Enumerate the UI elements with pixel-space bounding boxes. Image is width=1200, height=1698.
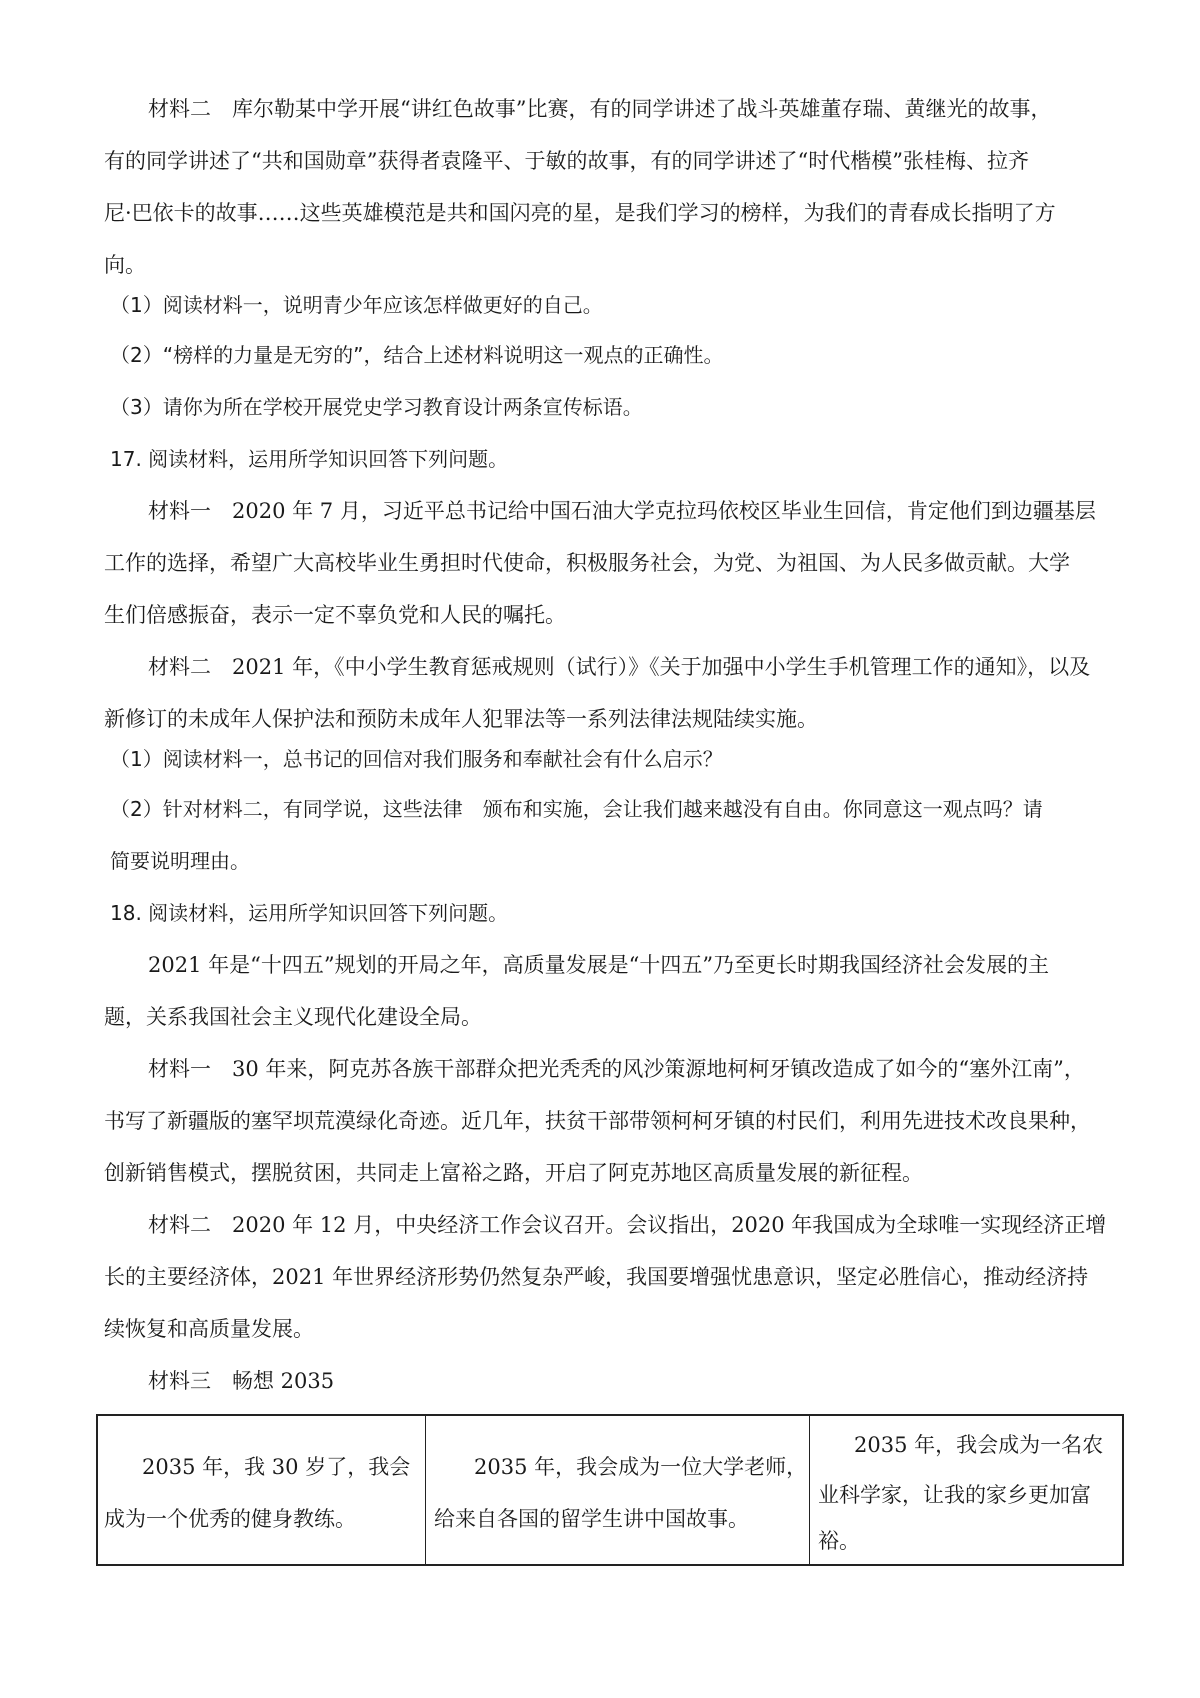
q18-material2-line-1: 材料二 2020 年 12 月，中央经济工作会议召开。会议指出，2020 年我国成为全球唯一实现经济正增 <box>148 1213 1107 1237</box>
q16-material2-line-3: 尼·巴依卡的故事……这些英雄模范是共和国闪亮的星，是我们学习的榜样，为我们的青春成长指明了方 <box>104 201 1056 225</box>
table-cell-3-line-1: 2035 年，我会成为一名农 <box>854 1433 1104 1457</box>
q18-material2-line-3: 续恢复和高质量发展。 <box>104 1317 314 1341</box>
table-cell-1-line-1: 2035 年，我 30 岁了，我会 <box>142 1455 411 1479</box>
q16-material2-line-2: 有的同学讲述了“共和国勋章”获得者袁隆平、于敏的故事，有的同学讲述了“时代楷模”张桂梅、拉齐 <box>104 149 1029 173</box>
q18-material1-line-3: 创新销售模式，摆脱贫困，共同走上富裕之路，开启了阿克苏地区高质量发展的新征程。 <box>104 1161 923 1185</box>
q17-title: 17. 阅读材料，运用所学知识回答下列问题。 <box>110 447 509 471</box>
table-cell-3-line-2: 业科学家，让我的家乡更加富 <box>818 1483 1091 1507</box>
q16-sub-1: （1）阅读材料一，说明青少年应该怎样做更好的自己。 <box>110 293 603 317</box>
q16-sub-3: （3）请你为所在学校开展党史学习教育设计两条宣传标语。 <box>110 395 643 419</box>
q17-material1-line-3: 生们倍感振奋，表示一定不辜负党和人民的嘱托。 <box>104 603 566 627</box>
table-cell-2 <box>426 1416 810 1564</box>
q17-material2-line-2: 新修订的未成年人保护法和预防未成年人犯罪法等一系列法律法规陆续实施。 <box>104 707 818 731</box>
table-cell-2-line-1: 2035 年，我会成为一位大学老师， <box>474 1455 808 1479</box>
q17-sub-2: （2）针对材料二，有同学说，这些法律 颁布和实施，会让我们越来越没有自由。你同意这一观点吗？请 <box>110 797 1043 821</box>
q18-intro-line-1: 2021 年是“十四五”规划的开局之年，高质量发展是“十四五”乃至更长时期我国经济社会发展的主 <box>148 953 1050 977</box>
table-cell-3 <box>810 1416 1122 1564</box>
table-cell-2-line-2: 给来自各国的留学生讲中国故事。 <box>434 1507 749 1531</box>
q17-material2-line-1: 材料二 2021 年，《中小学生教育惩戒规则（试行）》《关于加强中小学生手机管理工作的通知》，以及 <box>148 655 1091 679</box>
q18-material3-label: 材料三 畅想 2035 <box>148 1369 335 1393</box>
q17-sub-1: （1）阅读材料一，总书记的回信对我们服务和奉献社会有什么启示？ <box>110 747 723 771</box>
q17-sub-3: 简要说明理由。 <box>110 849 250 873</box>
q18-material2-line-2: 长的主要经济体，2021 年世界经济形势仍然复杂严峻，我国要增强忧患意识，坚定必胜信心，推动经济持 <box>104 1265 1089 1289</box>
q18-intro-line-2: 题，关系我国社会主义现代化建设全局。 <box>104 1005 482 1029</box>
q18-title: 18. 阅读材料，运用所学知识回答下列问题。 <box>110 901 509 925</box>
q17-material1-line-1: 材料一 2020 年 7 月，习近平总书记给中国石油大学克拉玛依校区毕业生回信，肯定他们到边疆基层 <box>148 499 1096 523</box>
q18-material1-line-2: 书写了新疆版的塞罕坝荒漠绿化奇迹。近几年，扶贫干部带领柯柯牙镇的村民们，利用先进技术改良果种， <box>104 1109 1091 1133</box>
material3-table <box>96 1414 1124 1566</box>
q18-material1-line-1: 材料一 30 年来，阿克苏各族干部群众把光秃秃的风沙策源地柯柯牙镇改造成了如今的“塞外江南”， <box>148 1057 1085 1081</box>
q16-sub-2: （2）“榜样的力量是无穷的”，结合上述材料说明这一观点的正确性。 <box>110 343 724 367</box>
table-cell-3-line-3: 裕。 <box>818 1529 860 1553</box>
q16-material2-line-4: 向。 <box>104 253 146 277</box>
q16-material2-line-1: 材料二 库尔勒某中学开展“讲红色故事”比赛，有的同学讲述了战斗英雄董存瑞、黄继光的故事， <box>148 97 1052 121</box>
table-cell-1-line-2: 成为一个优秀的健身教练。 <box>104 1507 356 1531</box>
table-cell-1 <box>98 1416 426 1564</box>
q17-material1-line-2: 工作的选择，希望广大高校毕业生勇担时代使命，积极服务社会，为党、为祖国、为人民多做贡献。大学 <box>104 551 1070 575</box>
